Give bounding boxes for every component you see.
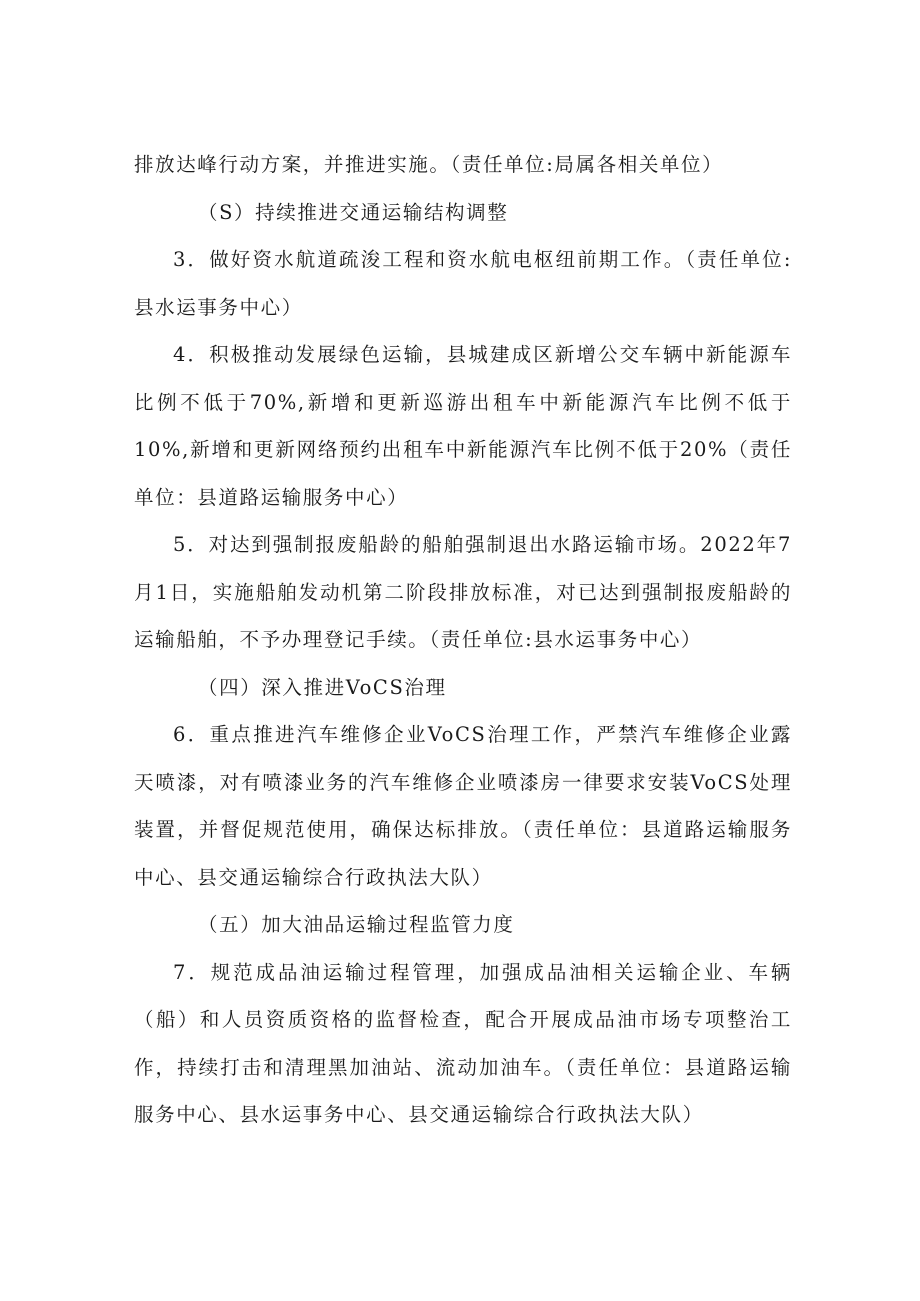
paragraph-item-5: 5．对达到强制报废船龄的船舶强制退出水路运输市场。2022年7月1日，实施船舶发动机第二阶段排放标准，对已达到强制报废船龄的运输船舶，不予办理登记手续。（责任单位:县水运事务中心） (134, 533, 792, 651)
paragraph-item-4: 4．积极推动发展绿色运输，县城建成区新增公交车辆中新能源车比例不低于70%,新增和更新巡游出租车中新能源汽车比例不低于10%,新增和更新网络预约出租车中新能源汽车比例不低于20%（责任单位：县道路运输服务中心） (134, 343, 792, 509)
paragraph-item-7: 7．规范成品油运输过程管理，加强成品油相关运输企业、车辆（船）和人员资质资格的监督检查，配合开展成品油市场专项整治工作，持续打击和清理黑加油站、流动加油车。（责任单位：县道路运输服务中心、县水运事务中心、县交通运输综合行政执法大队） (134, 960, 792, 1126)
document-page (134, 141, 792, 1139)
paragraph-item-3: 3．做好资水航道疏浚工程和资水航电枢纽前期工作。（责任单位:县水运事务中心） (134, 248, 792, 319)
section-heading-vocs: （四）深入推进VoCS治理 (198, 675, 447, 699)
section-heading-structure-adjustment: （S）持续推进交通运输结构调整 (198, 200, 509, 224)
section-heading-oil-transport: （五）加大油品运输过程监管力度 (198, 913, 515, 936)
paragraph-item-6: 6．重点推进汽车维修企业VoCS治理工作，严禁汽车维修企业露天喷漆，对有喷漆业务的汽车维修企业喷漆房一律要求安装VoCS处理装置，并督促规范使用，确保达标排放。（责任单位：县道路运输服务中心、县交通运输综合行政执法大队） (134, 723, 792, 889)
paragraph-continuation: 排放达峰行动方案，并推进实施。（责任单位:局属各相关单位） (134, 153, 724, 176)
